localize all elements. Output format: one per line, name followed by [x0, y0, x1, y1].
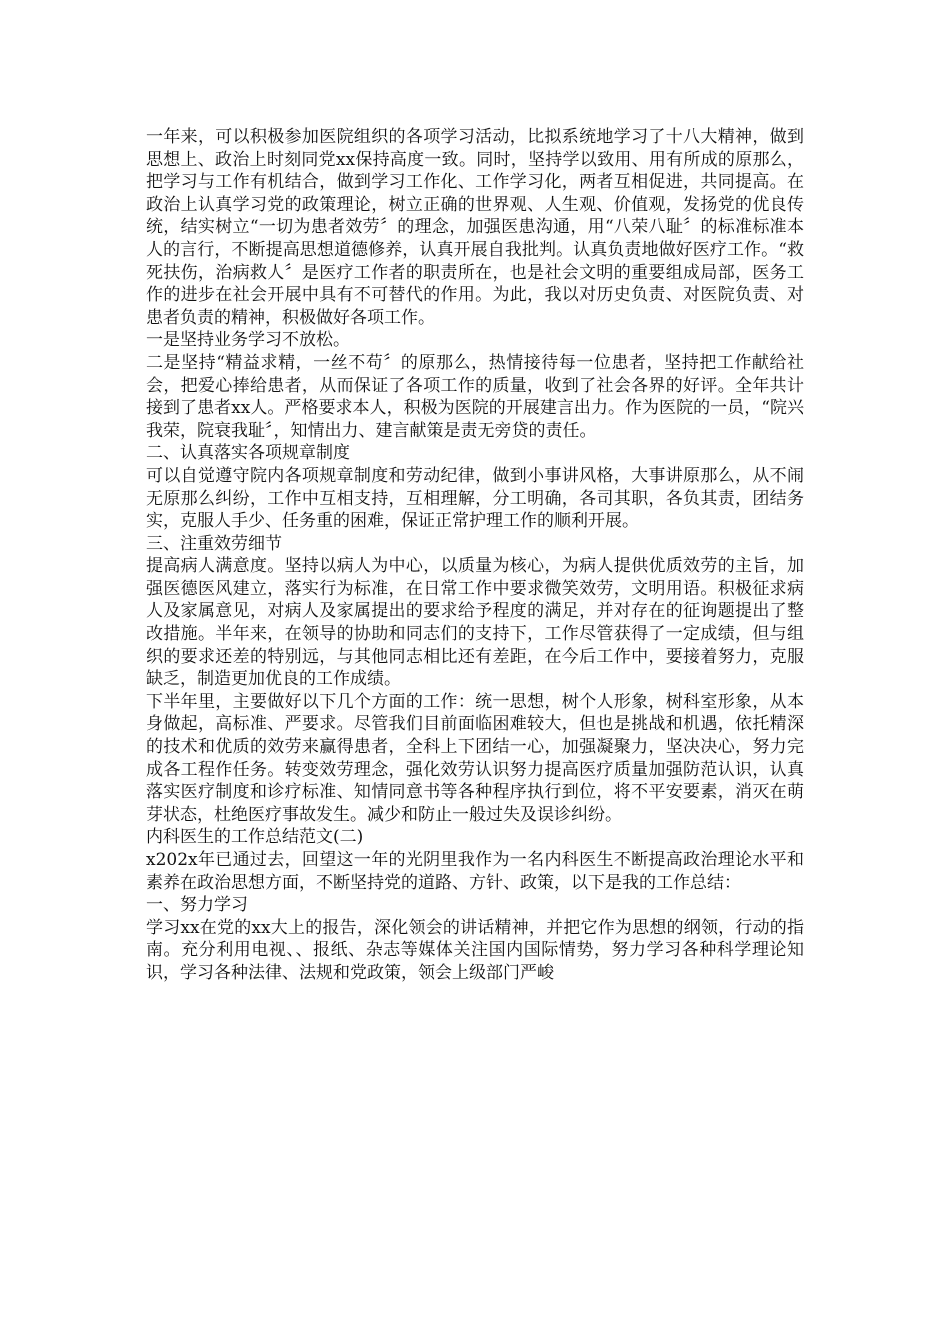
section-heading-service: 三、注重效劳细节 [146, 533, 282, 554]
paragraph-regulations: 可以自觉遵守院内各项规章制度和劳动纪律，做到小事讲风格，大事讲原那么，从不闹无原那么纠纷，工作中互相支持，互相理解，分工明确，各司其职，各负其责，团结务实，克服人手少、任务重的困难，保证正常护理工作的顺利开展。 [146, 465, 804, 532]
paragraph-year-review: x202x年已通过去，回望这一年的光阴里我作为一名内科医生不断提高政治理论水平和素养在政治思想方面，不断坚持党的道路、方针、政策，以下是我的工作总结： [146, 850, 804, 893]
paragraph-point-two: 二是坚持“精益求精，一丝不苟〞的原那么，热情接待每一位患者，坚持把工作献给社会，把爱心捧给患者，从而保证了各项工作的质量，收到了社会各界的好评。全年共计接到了患者xx人。严格要求本人，积极为医院的开展建言出力。作为医院的一员，“院兴我荣，院衰我耻〞，知情出力、建言献策是责无旁贷的责任。 [146, 352, 804, 441]
paragraph-service: 提高病人满意度。坚持以病人为中心，以质量为核心，为病人提供优质效劳的主旨，加强医德医风建立，落实行为标准，在日常工作中要求微笑效劳，文明用语。积极征求病人及家属意见，对病人及家属提出的要求给予程度的满足，并对存在的征询题提出了整改措施。半年来，在领导的协助和同志们的支持下，工作尽管获得了一定成绩，但与组织的要求还差的特别远，与其他同志相比还有差距，在今后工作中，要接着努力，克服缺乏，制造更加优良的工作成绩。 [146, 556, 804, 690]
section-heading-study: 一、努力学习 [146, 895, 248, 916]
paragraph-study: 学习xx在党的xx大上的报告，深化领会的讲话精神，并把它作为思想的纲领，行动的指南。充分利用电视、、报纸、杂志等媒体关注国内国际情势，努力学习各种科学理论知识，学习各种法律、法规和党政策，领会上级部门严峻 [146, 917, 804, 983]
document-subtitle: 内科医生的工作总结范文(二) [146, 827, 364, 848]
paragraph-intro: 一年来，可以积极参加医院组织的各项学习活动，比拟系统地学习了十八大精神，做到思想上、政治上时刻同党xx保持高度一致。同时，坚持学以致用、用有所成的原那么，把学习与工作有机结合，做到学习工作化、工作学习化，两者互相促进，共同提高。在政治上认真学习党的政策理论，树立正确的世界观、人生观、价值观，发扬党的优良传统，结实树立“一切为患者效劳〞的理念，加强医患沟通，用“八荣八耻〞的标准标准本人的言行，不断提高思想道德修养，认真开展自我批判。认真负责地做好医疗工作。“救死扶伤，治病救人〞是医疗工作者的职责所在，也是社会文明的重要组成局部，医务工作的进步在社会开展中具有不可替代的作用。为此，我以对历史负责、对医院负责、对患者负责的精神，积极做好各项工作。 [146, 127, 804, 328]
section-heading-regulations: 二、认真落实各项规章制度 [146, 443, 350, 464]
paragraph-point-one: 一是坚持业务学习不放松。 [146, 330, 350, 351]
document-page [146, 126, 804, 985]
paragraph-second-half-plan: 下半年里，主要做好以下几个方面的工作：统一思想，树个人形象，树科室形象，从本身做起，高标准、严要求。尽管我们目前面临困难较大，但也是挑战和机遇，依托精深的技术和优质的效劳来赢得患者，全科上下团结一心，加强凝聚力，坚决决心，努力完成各工程作任务。转变效劳理念，强化效劳认识努力提高医疗质量加强防范认识，认真落实医疗制度和诊疗标准、知情同意书等各种程序执行到位，将不平安要素，消灭在萌芽状态，杜绝医疗事故发生。减少和防止一般过失及误诊纠纷。 [146, 691, 804, 825]
